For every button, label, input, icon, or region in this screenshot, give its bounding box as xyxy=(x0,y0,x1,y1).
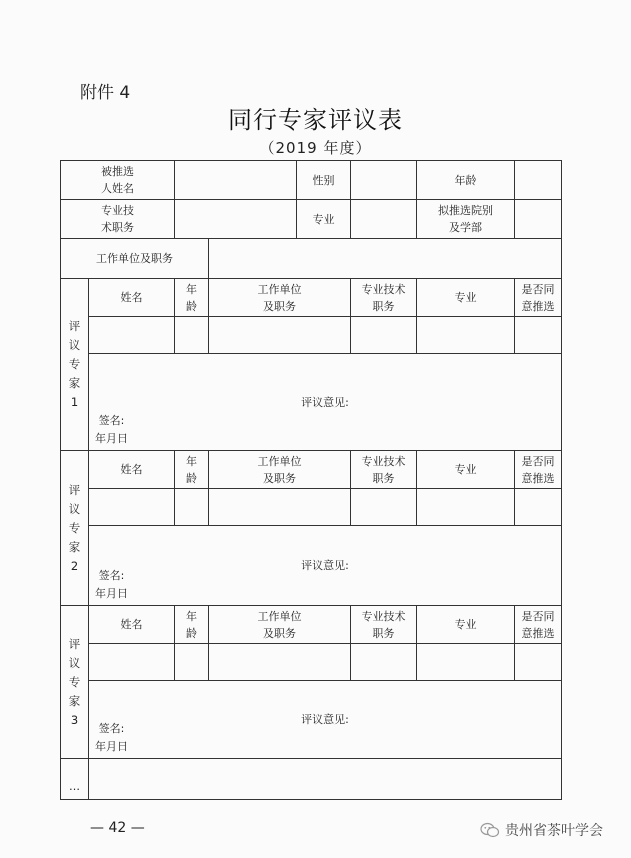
expert-1-title-cell[interactable] xyxy=(351,317,417,354)
nominee-dept-cell[interactable] xyxy=(515,200,562,239)
expert-2-opinion-cell[interactable] xyxy=(89,526,562,606)
form-title: 同行专家评议表 xyxy=(228,106,403,134)
header-work: 工作单位 及职务 xyxy=(209,606,351,644)
expert-3-header-row xyxy=(61,606,562,644)
nominee-row-1 xyxy=(61,161,562,200)
expert-3-work-cell[interactable] xyxy=(209,644,351,681)
header-name: 姓名 xyxy=(89,606,175,644)
header-title: 专业技术 职务 xyxy=(351,279,417,317)
ellipsis-row xyxy=(61,759,562,800)
expert-1-sign-label: 签名: xyxy=(98,414,125,427)
expert-3-opinion-label: 评议意见: xyxy=(301,713,349,726)
expert-2-major-cell[interactable] xyxy=(417,489,515,526)
watermark-text: 贵州省茶叶学会 xyxy=(505,823,603,839)
expert-3-sign-label: 签名: xyxy=(98,722,125,735)
expert-2-opinion-label: 评议意见: xyxy=(301,559,349,572)
header-age: 年 龄 xyxy=(175,606,209,644)
nominee-row-2 xyxy=(61,200,562,239)
nominee-major-label: 专业 xyxy=(297,200,351,239)
header-work: 工作单位 及职务 xyxy=(209,451,351,489)
header-major: 专业 xyxy=(417,606,515,644)
nominee-age-label: 年龄 xyxy=(417,161,515,200)
expert-1-opinion-label: 评议意见: xyxy=(301,395,349,409)
wechat-icon xyxy=(480,822,500,838)
ellipsis-cell[interactable] xyxy=(89,759,562,800)
expert-1-opinion-cell[interactable] xyxy=(89,354,562,451)
form-year: （2019 年度） xyxy=(259,139,372,157)
expert-3-major-cell[interactable] xyxy=(417,644,515,681)
expert-2-date-label: 年月日 xyxy=(95,587,128,600)
expert-3-title-cell[interactable] xyxy=(351,644,417,681)
nominee-dept-label: 拟推选院别 及学部 xyxy=(417,200,515,239)
nominee-age-cell[interactable] xyxy=(515,161,562,200)
header-agree: 是否同 意推选 xyxy=(515,606,562,644)
expert-2-data-row xyxy=(61,489,562,526)
nominee-gender-label: 性别 xyxy=(297,161,351,200)
nominee-title-label: 专业技 术职务 xyxy=(61,200,175,239)
header-major: 专业 xyxy=(417,451,515,489)
expert-3-opinion-cell[interactable] xyxy=(89,681,562,759)
expert-3-name-cell[interactable] xyxy=(89,644,175,681)
expert-2-label: 评 议 专 家 2 xyxy=(61,451,89,606)
review-form-table xyxy=(60,160,562,800)
expert-1-label: 评 议 专 家 1 xyxy=(61,279,89,451)
ellipsis-label: … xyxy=(61,759,89,800)
expert-1-major-cell[interactable] xyxy=(417,317,515,354)
expert-1-agree-cell[interactable] xyxy=(515,317,562,354)
expert-3-date-label: 年月日 xyxy=(95,740,128,753)
header-age: 年 龄 xyxy=(175,279,209,317)
attachment-label: 附件 4 xyxy=(80,83,131,103)
nominee-work-cell[interactable] xyxy=(209,239,562,279)
header-name: 姓名 xyxy=(89,279,175,317)
expert-2-agree-cell[interactable] xyxy=(515,489,562,526)
header-title: 专业技术 职务 xyxy=(351,606,417,644)
header-age: 年 龄 xyxy=(175,451,209,489)
expert-3-data-row xyxy=(61,644,562,681)
header-work: 工作单位 及职务 xyxy=(209,279,351,317)
expert-1-date-label: 年月日 xyxy=(95,432,128,445)
nominee-gender-cell[interactable] xyxy=(351,161,417,200)
expert-2-sign-label: 签名: xyxy=(98,569,125,582)
header-name: 姓名 xyxy=(89,451,175,489)
page-number: — 42 — xyxy=(90,820,145,836)
expert-2-opinion-row xyxy=(61,526,562,606)
expert-3-age-cell[interactable] xyxy=(175,644,209,681)
nominee-name-cell[interactable] xyxy=(175,161,297,200)
nominee-title-cell[interactable] xyxy=(175,200,297,239)
expert-2-work-cell[interactable] xyxy=(209,489,351,526)
expert-1-age-cell[interactable] xyxy=(175,317,209,354)
expert-1-data-row xyxy=(61,317,562,354)
nominee-name-label: 被推选 人姓名 xyxy=(61,161,175,200)
expert-3-agree-cell[interactable] xyxy=(515,644,562,681)
expert-2-header-row xyxy=(61,451,562,489)
nominee-major-cell[interactable] xyxy=(351,200,417,239)
expert-1-opinion-row xyxy=(61,354,562,451)
watermark xyxy=(480,820,603,840)
header-agree: 是否同 意推选 xyxy=(515,451,562,489)
expert-1-header-row xyxy=(61,279,562,317)
expert-2-age-cell[interactable] xyxy=(175,489,209,526)
nominee-row-3 xyxy=(61,239,562,279)
expert-1-work-cell[interactable] xyxy=(209,317,351,354)
header-title: 专业技术 职务 xyxy=(351,451,417,489)
header-agree: 是否同 意推选 xyxy=(515,279,562,317)
nominee-work-label: 工作单位及职务 xyxy=(61,239,209,279)
header-major: 专业 xyxy=(417,279,515,317)
expert-2-title-cell[interactable] xyxy=(351,489,417,526)
expert-3-opinion-row xyxy=(61,681,562,759)
expert-2-name-cell[interactable] xyxy=(89,489,175,526)
expert-1-name-cell[interactable] xyxy=(89,317,175,354)
expert-3-label: 评 议 专 家 3 xyxy=(61,606,89,759)
